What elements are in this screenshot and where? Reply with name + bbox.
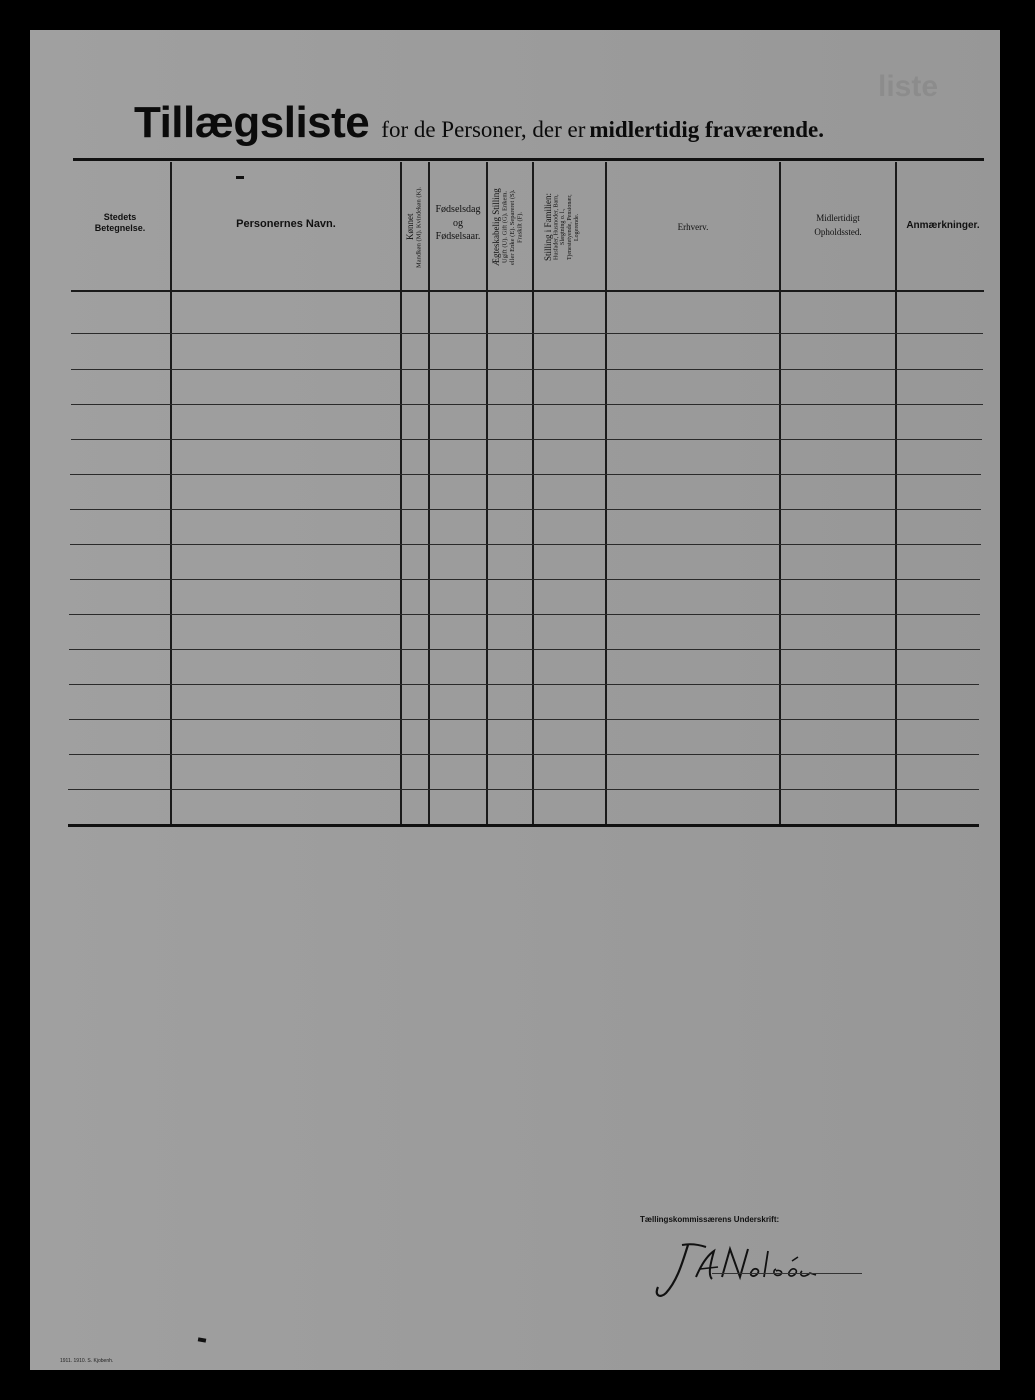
header-line: Fødselsaar.: [435, 231, 481, 242]
col-divider: [170, 162, 172, 824]
row-line: [70, 474, 981, 475]
header-line: Slægtning o. l.,: [560, 208, 567, 246]
handwritten-signature: [648, 1235, 828, 1305]
header-line: Logerende.: [574, 213, 581, 241]
header-erhverv: Erhverv.: [677, 222, 709, 232]
header-line: Husfader, Husmoder, Barn,: [553, 194, 560, 260]
header-line: Tjenestetyende, Pensionær,: [567, 194, 574, 260]
col-divider: [400, 162, 402, 824]
header-stilling-i-familien: [543, 166, 581, 288]
header-line: Midlertidigt: [816, 213, 860, 223]
row-line: [69, 684, 979, 685]
row-line: [69, 754, 979, 755]
header-personernes-navn: Personernes Navn.: [236, 218, 336, 230]
title-main: Tillægsliste: [134, 98, 370, 147]
header-line: Ugift (U). Gift (G). Enkem.: [501, 190, 509, 264]
col-divider: [895, 162, 897, 824]
row-line: [70, 509, 981, 510]
header-line: Opholdssted.: [814, 226, 862, 237]
row-line: [70, 544, 981, 545]
header-line: eller Enke (E). Separeret (S).: [508, 189, 516, 265]
printer-mark: 1911. 1910. S. Kjobenh.: [60, 1358, 114, 1364]
header-fodselsdag: [430, 203, 486, 244]
ink-mark: [236, 176, 244, 179]
header-anmaerkninger: Anmærkninger.: [906, 220, 980, 231]
row-line: [71, 369, 983, 370]
row-line: [71, 333, 983, 334]
col-divider: [532, 162, 534, 824]
title-rest-2: midlertidig fraværende.: [589, 117, 825, 142]
header-line: Mandkøn (M). Kvindekøn (K).: [415, 186, 423, 268]
header-line: Ægteskabelig Stilling: [491, 188, 501, 266]
row-line: [71, 404, 983, 405]
page-title: [134, 98, 824, 148]
header-line: Fødselsdag: [435, 204, 481, 215]
header-line: og: [453, 217, 463, 229]
header-aegteskabelig-stilling: [491, 166, 524, 288]
header-line: Fraskilt (F).: [516, 211, 524, 243]
col-divider: [486, 162, 488, 824]
header-konnet: [405, 168, 423, 286]
row-line: [69, 649, 980, 650]
header-line: Betegnelse.: [94, 222, 146, 233]
col-divider: [605, 162, 607, 824]
row-line: [69, 719, 979, 720]
header-line: Stedets: [103, 212, 137, 222]
header-line: Stilling i Familien:: [543, 193, 553, 262]
faint-stamp: liste: [878, 70, 939, 103]
row-line: [70, 579, 980, 580]
signature-label: Tællingskommissærens Underskrift:: [640, 1215, 780, 1224]
row-line: [71, 439, 982, 440]
header-rule: [71, 290, 984, 292]
header-line: Kønnet: [405, 213, 415, 241]
row-line: [69, 614, 980, 615]
title-rest-1: for de Personer, der er: [381, 117, 586, 142]
header-midlertidigt-opholdssted: [781, 212, 895, 239]
signature-line: [712, 1273, 862, 1274]
header-stedets-betegnelse: [80, 212, 160, 234]
bottom-rule: [68, 824, 979, 827]
col-divider: [428, 162, 430, 824]
row-line: [68, 789, 979, 790]
top-rule: [73, 158, 984, 161]
col-divider: [779, 162, 781, 824]
